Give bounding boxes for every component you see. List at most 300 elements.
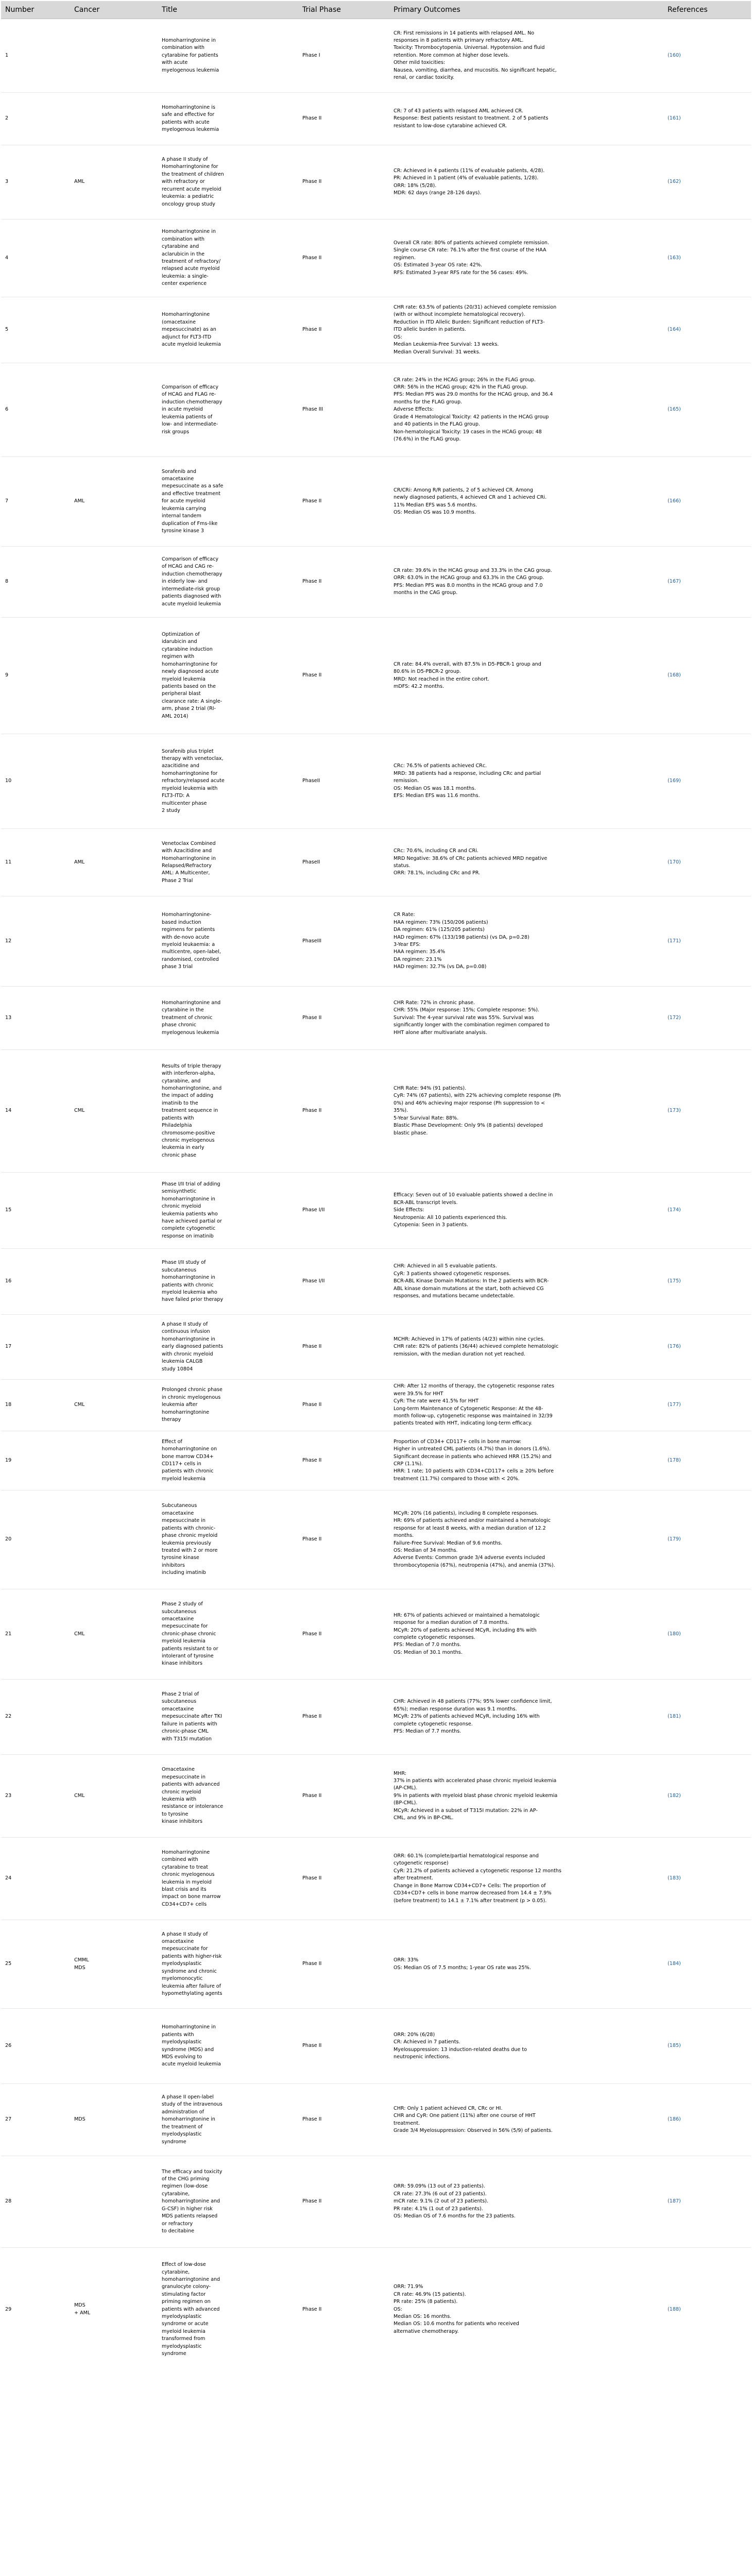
cell-line: homoharringtonine in [162, 2116, 215, 2123]
cell-line: myelodysplastic [162, 2039, 202, 2045]
cancer-cell [70, 1050, 158, 1173]
cell-line: risk groups [162, 429, 190, 435]
cell-line: with chronic myeloid [162, 1351, 213, 1357]
primary-outcomes-cell [389, 19, 663, 93]
cancer-cell [70, 2009, 158, 2084]
clinical-trials-table [1, 1, 751, 2371]
cell-line: OS: Median OS was 18.1 months. [394, 785, 476, 791]
cell-line: patients diagnosed with [162, 594, 221, 600]
cell-line: complete cytogenetic responses. [394, 1635, 475, 1640]
cell-line: OS: Estimated 3-year OS rate: 42%. [394, 262, 483, 268]
trial-phase-cell: Phase II [302, 1961, 322, 1967]
cell-line: 80.6% in D5-PBCR-2 group. [394, 669, 461, 675]
cell-line: Median OS: 10.6 months for patients who received [394, 2321, 519, 2327]
cell-line: patients based on the [162, 683, 216, 689]
cell-line: Side Effects: [394, 1207, 424, 1213]
cell-line: Venetoclax Combined [162, 840, 216, 846]
cell-line: A phase II study of [162, 1321, 208, 1328]
cell-line: leukemia patients who [162, 1211, 218, 1217]
cell-line: leukemia CALGB [162, 1359, 203, 1365]
cancer-cell [70, 618, 158, 734]
reference-link[interactable]: (177) [668, 1402, 681, 1408]
trial-phase-cell: Phase II [302, 255, 322, 261]
cell-line: mCR rate: 9.1% (2 out of 23 patients). [394, 2198, 489, 2205]
cancer-label: MDS [74, 2116, 86, 2123]
table-row [1, 734, 751, 829]
cell-line: Grade 3/4 Myelosuppression: Observed in 56% (5/9) of patients. [394, 2127, 553, 2133]
cell-line: (with or without incomplete hematological recovery). [394, 312, 525, 318]
cell-line: CR rate: 39.6% in the HCAG group and 33.3% in the CAG group. [394, 567, 552, 573]
cell-line: PFS: Median PFS was 29.0 months for the HCAG group, and 36.4 [394, 392, 553, 398]
cancer-cell [70, 1589, 158, 1680]
reference-link[interactable]: (169) [668, 778, 681, 784]
cell-line: BCR-ABL transcript levels. [394, 1199, 458, 1206]
cell-line: Homoharringtonine and [162, 999, 221, 1006]
cell-line: myeloid leukemia with [162, 785, 218, 791]
cell-line: Effect of low-dose [162, 2262, 206, 2268]
cell-line: treatment. [394, 2120, 420, 2126]
cell-line: patients with acute [162, 119, 210, 125]
cell-line: Overall CR rate: 80% of patients achieved complete remission. [394, 240, 550, 246]
cell-line: 5-Year Survival Rate: 88%. [394, 1115, 459, 1121]
reference-link[interactable]: (174) [668, 1207, 681, 1213]
title-cell [158, 1380, 298, 1431]
reference-link[interactable]: (178) [668, 1457, 681, 1463]
cell-line: OS: Median of 34 months. [394, 1547, 458, 1553]
primary-outcomes-cell [389, 1380, 663, 1431]
cell-line: kinase inhibitors [162, 1819, 202, 1825]
cell-line: Homoharringtonine- [162, 912, 212, 918]
cancer-label: AML [74, 498, 85, 504]
cell-line: CyR: 74% (67 patients), with 22% achieving complete response (Ph [394, 1093, 561, 1099]
cell-line: omacetaxine [162, 476, 194, 482]
reference-link[interactable]: (167) [668, 579, 681, 585]
cell-line: PFS: Median PFS was 8.0 months in the HCAG group and 7.0 [394, 582, 543, 588]
cell-line: OS: Median OS of 7.6 months for the 23 patients. [394, 2213, 516, 2219]
cancer-label: CML [74, 1108, 85, 1114]
cell-line: mepesuccinate for [162, 1946, 208, 1952]
cell-line: hypomethylating agents [162, 1990, 223, 1996]
cell-line: have achieved partial or [162, 1218, 222, 1224]
reference-link[interactable]: (172) [668, 1014, 681, 1021]
title-cell [158, 219, 298, 297]
cell-line: thrombocytopenia (67%), neutropenia (47%), and anemia (37%). [394, 1562, 555, 1568]
cancer-label: AML [74, 179, 85, 185]
cell-line: cytarabine to treat [162, 1864, 208, 1870]
cell-line: intolerant of tyrosine [162, 1653, 214, 1659]
row-number-cell: 11 [5, 859, 12, 865]
cell-line: omacetaxine [162, 1939, 194, 1945]
cancer-cell [70, 145, 158, 219]
cell-line: to tyrosine [162, 1811, 189, 1817]
reference-link[interactable]: (187) [668, 2198, 681, 2205]
cell-line: Survival: The 4-year survival rate was 55%. Survival was [394, 1014, 534, 1021]
cell-line: patients with higher-risk [162, 1953, 222, 1959]
cancer-cell [70, 1315, 158, 1380]
row-number-cell: 27 [5, 2116, 12, 2123]
row-number-cell: 10 [5, 778, 12, 784]
cell-line: based induction [162, 919, 201, 925]
cell-line: CHR Rate: 72% in chronic phase. [394, 999, 475, 1006]
cell-line: CHR: After 12 months of therapy, the cytogenetic response rates [394, 1383, 555, 1389]
reference-link[interactable]: (168) [668, 672, 681, 679]
reference-link[interactable]: (185) [668, 2043, 681, 2049]
cell-line: regimen with [162, 654, 195, 660]
cell-line: tyrosine kinase 3 [162, 528, 204, 534]
cell-line: with interferon-alpha, [162, 1071, 215, 1077]
cell-line: AML 2014) [162, 713, 189, 719]
cell-line: blast crisis and its [162, 1886, 207, 1892]
trial-phase-cell: PhaseII [302, 778, 320, 784]
cell-line: leukemia previously [162, 1540, 212, 1546]
cell-line: blastic phase. [394, 1130, 428, 1136]
cell-line: Results of triple therapy [162, 1063, 221, 1069]
cell-line: Effect of [162, 1438, 182, 1445]
cell-line: were 39.5% for HHT [394, 1391, 443, 1397]
cell-line: with acute [162, 60, 188, 66]
cell-line: EFS: Median EFS was 11.6 months. [394, 793, 480, 799]
cell-line: OS: [394, 2306, 402, 2312]
cell-line: treated with 2 or more [162, 1547, 218, 1553]
cell-line: remission. [394, 778, 419, 784]
cancer-cell [70, 1920, 158, 2009]
primary-outcomes-cell [389, 2084, 663, 2156]
reference-link[interactable]: (164) [668, 327, 681, 333]
cell-line: A phase II study of [162, 157, 208, 163]
title-cell [158, 93, 298, 145]
cell-line: complete cytogenetic [162, 1226, 216, 1232]
cell-line: chromosome-positive [162, 1130, 215, 1136]
reference-link[interactable]: (179) [668, 1536, 681, 1543]
cancer-cell [70, 93, 158, 145]
cell-line: Subcutaneous [162, 1503, 197, 1509]
cell-line: chronic myeloid [162, 1204, 201, 1210]
cell-line: treatment (11.7%) compared to those with < 20%. [394, 1476, 520, 1482]
table-row [1, 1380, 751, 1431]
cell-line: CHR rate: 63.5% of patients (20/31) achieved complete remission [394, 304, 557, 311]
title-cell [158, 734, 298, 829]
reference-link[interactable]: (166) [668, 498, 681, 504]
cell-line: (76.6%) in the FLAG group. [394, 436, 461, 442]
cancer-cell [70, 734, 158, 829]
cell-line: (AP-CML). [394, 1785, 418, 1791]
cell-line: myeloid leukemia [162, 676, 206, 682]
cell-line: Cytopenia: Seen in 3 patients. [394, 1222, 469, 1228]
primary-outcomes-cell [389, 547, 663, 618]
cell-line: myelodysplastic [162, 1961, 202, 1967]
cell-line: Homoharringtonine for [162, 164, 218, 170]
cell-line: Median OS: 16 months. [394, 2313, 452, 2319]
cell-line: chronic myeloid [162, 1789, 201, 1795]
reference-link[interactable]: (170) [668, 859, 681, 865]
cell-line: leukemia with [162, 1797, 197, 1802]
cell-line: phase chronic myeloid [162, 1533, 218, 1539]
cell-line: newly diagnosed acute [162, 669, 219, 675]
cell-line: with refractory or [162, 179, 205, 185]
table-row [1, 1315, 751, 1380]
row-number-cell: 14 [5, 1108, 12, 1114]
reference-link[interactable]: (163) [668, 255, 681, 261]
cell-line: PR rate: 25% (8 patients). [394, 2299, 458, 2305]
cell-line: multicentre, open-label, [162, 949, 221, 955]
cell-line: renal, or cardiac toxicity. [394, 75, 454, 81]
row-number-cell: 19 [5, 1457, 12, 1463]
cell-line: PR rate: 4.1% (1 out of 23 patients). [394, 2206, 483, 2212]
reference-link[interactable]: (180) [668, 1631, 681, 1637]
reference-link[interactable]: (184) [668, 1961, 681, 1967]
table-row [1, 1589, 751, 1680]
table-row [1, 19, 751, 93]
cell-line: CD34+CD7+ cells in bone marrow decreased from 14.4 ± 7.9% [394, 1890, 552, 1896]
table-row [1, 1431, 751, 1490]
title-cell [158, 1680, 298, 1755]
cell-line: CHR and CyR: One patient (11%) after one course of HHT [394, 2113, 536, 2119]
primary-outcomes-cell [389, 219, 663, 297]
cell-line: Adverse Events: Common grade 3/4 adverse events included [394, 1555, 545, 1561]
cell-line: complete cytogenetic response. [394, 1721, 473, 1727]
header-trial-phase: Trial Phase [298, 1, 389, 19]
table-row [1, 547, 751, 618]
title-cell [158, 2248, 298, 2371]
cancer-label: + AML [74, 2310, 91, 2316]
cell-line: with de-novo acute [162, 934, 210, 940]
cell-line: Homoharringtonine in [162, 855, 216, 861]
cell-line: Median Leukemia-Free Survival: 13 weeks. [394, 342, 499, 348]
cell-line: internal tandem [162, 513, 201, 519]
cell-line: relapsed acute myeloid [162, 266, 220, 272]
cell-line: treatment of chronic [162, 1014, 213, 1021]
table-row [1, 297, 751, 363]
row-number-cell: 25 [5, 1961, 12, 1967]
table-row [1, 1680, 751, 1755]
cancer-cell [70, 1490, 158, 1589]
cell-line: DA regimen: 61% (125/205 patients) [394, 927, 485, 933]
trial-phase-cell: Phase I/II [302, 1207, 325, 1213]
cell-line: months for the FLAG group. [394, 399, 463, 405]
primary-outcomes-cell [389, 2156, 663, 2248]
cell-line: leukemia: a single- [162, 273, 209, 279]
cell-line: phase chronic [162, 1022, 196, 1028]
cell-line: patients resistant to or [162, 1646, 218, 1652]
cell-line: after treatment. [394, 1875, 433, 1882]
table-row [1, 829, 751, 896]
cell-line: RFS: Estimated 3-year RFS rate for the 56 cases: 49%. [394, 269, 528, 276]
cancer-cell [70, 2084, 158, 2156]
cell-line: AML: A Multicenter, [162, 870, 210, 876]
cancer-cell [70, 829, 158, 896]
reference-link[interactable]: (183) [668, 1875, 681, 1882]
title-cell [158, 19, 298, 93]
cancer-cell [70, 363, 158, 457]
cell-line: Phase I/II trial of adding [162, 1181, 220, 1187]
cell-line: cytarabine, and [162, 1078, 201, 1084]
reference-link[interactable]: (186) [668, 2116, 681, 2123]
table-row [1, 618, 751, 734]
table-row [1, 1920, 751, 2009]
cell-line: of HCAG and FLAG re- [162, 392, 216, 398]
cell-line: Change in Bone Marrow CD34+CD7+ Cells: The proportion of [394, 1883, 546, 1889]
cell-line: HRR: 1 rate; 10 patients with CD34+CD117+ cells ≥ 20% before [394, 1468, 554, 1475]
cell-line: CyR: 3 patients showed cytogenetic responses. [394, 1270, 511, 1277]
cell-line: PR: Achieved in 1 patient (4% of evaluable patients, 1/28). [394, 175, 539, 181]
cell-line: 37% in patients with accelerated phase chronic myeloid leukemia [394, 1777, 557, 1784]
cell-line: mepesuccinate for [162, 1623, 208, 1630]
cell-line: response for at least 8 weeks, with a median duration of 12.2 [394, 1525, 546, 1531]
table-row [1, 2156, 751, 2248]
cell-line: MDS patients relapsed [162, 2213, 218, 2219]
reference-link[interactable]: (161) [668, 115, 681, 122]
cell-line: MRD: Not reached in the entire cohort. [394, 676, 489, 682]
trial-phase-cell: Phase II [302, 672, 322, 679]
cell-line: Toxicity: Thrombocytopenia. Universal. Hypotension and fluid [394, 45, 545, 51]
cell-line: MCyR: 20% of patients achieved MCyR, including 8% with [394, 1627, 537, 1633]
trial-phase-cell: Phase I [302, 52, 320, 58]
reference-link[interactable]: (171) [668, 938, 681, 944]
cell-line: recurrent acute myeloid [162, 186, 221, 192]
cell-line: omacetaxine [162, 1510, 194, 1516]
cell-line: Prolonged chronic phase [162, 1387, 223, 1393]
cell-line: homoharringtonine for [162, 661, 218, 667]
cell-line: mepesuccinate in [162, 1774, 206, 1780]
cell-line: multicenter phase [162, 800, 207, 806]
cancer-label: MDS [74, 2302, 86, 2309]
cancer-cell [70, 1431, 158, 1490]
cell-line: CD117+ cells in [162, 1461, 201, 1467]
title-cell [158, 1490, 298, 1589]
cell-line: CRc: 70.6%, including CR and CRi. [394, 848, 478, 854]
trial-phase-cell: Phase II [302, 115, 322, 122]
cell-line: including imatinib [162, 1570, 206, 1576]
cell-line: therapy with venetoclax, [162, 756, 224, 762]
cell-line: administration of [162, 2109, 204, 2115]
table-row [1, 2009, 751, 2084]
cell-line: regimen (low-dose [162, 2183, 208, 2190]
cell-line: granulocyte colony- [162, 2284, 211, 2290]
title-cell [158, 1920, 298, 2009]
cell-line: Optimization of [162, 632, 200, 638]
row-number-cell: 7 [5, 498, 9, 504]
trial-phase-cell: Phase II [302, 498, 322, 504]
trial-phase-cell: Phase II [302, 1457, 322, 1463]
reference-link[interactable]: (165) [668, 406, 681, 413]
cell-line: myeloid leukaemia: a [162, 942, 215, 947]
cell-line: syndrome and chronic [162, 1968, 217, 1974]
title-cell [158, 1589, 298, 1680]
header-primary-outcomes: Primary Outcomes [389, 1, 663, 19]
primary-outcomes-cell [389, 618, 663, 734]
table-row [1, 93, 751, 145]
reference-link[interactable]: (173) [668, 1108, 681, 1114]
header-cancer: Cancer [70, 1, 158, 19]
cell-line: study 10804 [162, 1366, 193, 1372]
cell-line: early diagnosed patients [162, 1344, 223, 1350]
cell-line: myeloid leukemia [162, 1476, 206, 1482]
cell-line: HAA regimen: 73% (150/206 patients) [394, 919, 488, 925]
trial-phase-cell: Phase III [302, 406, 323, 413]
cell-line: ORR: 78.1%, including CRc and PR. [394, 870, 481, 876]
cell-line: HAD regimen: 67% (133/198 patients) (vs DA, p=0.28) [394, 934, 529, 940]
cell-line: cytarabine induction [162, 646, 213, 652]
cell-line: Adverse Effects: [394, 406, 434, 413]
cell-line: Proportion of CD34+ CD117+ cells in bone marrow: [394, 1438, 522, 1445]
cell-line: CRP (1.1%). [394, 1461, 423, 1467]
table-row [1, 145, 751, 219]
title-cell [158, 829, 298, 896]
cell-line: treatment of refractory/ [162, 259, 221, 264]
cell-line: Myelosuppression: 13 induction-related deaths due to [394, 2046, 527, 2053]
cancer-cell [70, 1838, 158, 1920]
reference-link[interactable]: (162) [668, 179, 681, 185]
cell-line: ORR: 56% in the HCAG group; 42% in the FLAG group. [394, 384, 528, 391]
cell-line: CR: Achieved in 7 patients. [394, 2039, 460, 2045]
reference-link[interactable]: (175) [668, 1278, 681, 1284]
cell-line: syndrome or acute [162, 2321, 209, 2327]
cell-line: acute myeloid leukemia [162, 601, 221, 607]
row-number-cell: 22 [5, 1714, 12, 1720]
cell-line: Phase 2 study of [162, 1601, 203, 1607]
cell-line: myeloid leukemia who [162, 1289, 217, 1295]
table-row [1, 1490, 751, 1589]
trial-phase-cell: Phase II [302, 1792, 322, 1799]
reference-link[interactable]: (188) [668, 2306, 681, 2312]
cell-line: Omacetaxine [162, 1767, 195, 1773]
cell-line: to decitabine [162, 2228, 194, 2234]
cell-line: Homoharringtonine in [162, 229, 216, 235]
cell-line: with T315I mutation [162, 1736, 212, 1742]
title-cell [158, 1050, 298, 1173]
reference-link[interactable]: (181) [668, 1714, 681, 1720]
cell-line: leukemia in early [162, 1145, 204, 1151]
reference-link[interactable]: (182) [668, 1792, 681, 1799]
row-number-cell: 23 [5, 1792, 12, 1799]
primary-outcomes-cell [389, 1920, 663, 2009]
row-number-cell: 12 [5, 938, 12, 944]
cell-line: cytarabine, [162, 2191, 190, 2197]
cell-line: CR Rate: [394, 912, 415, 918]
title-cell [158, 363, 298, 457]
cell-line: subcutaneous [162, 1608, 197, 1615]
cancer-cell [70, 19, 158, 93]
title-cell [158, 2009, 298, 2084]
cell-line: cytogenetic response) [394, 1860, 449, 1867]
cell-line: in elderly low- and [162, 579, 208, 585]
cell-line: HR: 67% of patients achieved or maintained a hematologic [394, 1612, 540, 1618]
title-cell [158, 547, 298, 618]
cell-line: CR rate: 24% in the HCAG group; 26% in the FLAG group. [394, 377, 536, 383]
cell-line: myelodysplastic [162, 2343, 202, 2349]
title-cell [158, 618, 298, 734]
row-number-cell: 3 [5, 179, 9, 185]
reference-link[interactable]: (176) [668, 1344, 681, 1350]
cell-line: Homoharringtonine [162, 1849, 210, 1855]
reference-link[interactable]: (160) [668, 52, 681, 58]
cell-line: remission, with the median duration not yet reached. [394, 1351, 526, 1357]
cell-line: CRc: 76.5% of patients achieved CRc. [394, 763, 487, 769]
cell-line: patients with chronic- [162, 1525, 216, 1531]
cell-line: patients with chronic [162, 1282, 214, 1288]
cancer-label: CML [74, 1792, 85, 1799]
cell-line: resistant to low-dose cytarabine achieved CR. [394, 123, 507, 129]
cell-line: Median Overall Survival: 31 weeks. [394, 349, 481, 355]
cell-line: patients with advanced [162, 1782, 220, 1788]
cell-line: chronic phase [162, 1152, 196, 1158]
cell-line: low- and intermediate- [162, 421, 218, 428]
cell-line: 65%); median response duration was 9.1 months. [394, 1706, 517, 1712]
primary-outcomes-cell [389, 297, 663, 363]
table-body [1, 19, 751, 2371]
cell-line: newly diagnosed patients, 4 achieved CR and 1 achieved CRi. [394, 495, 547, 501]
table-row [1, 987, 751, 1050]
